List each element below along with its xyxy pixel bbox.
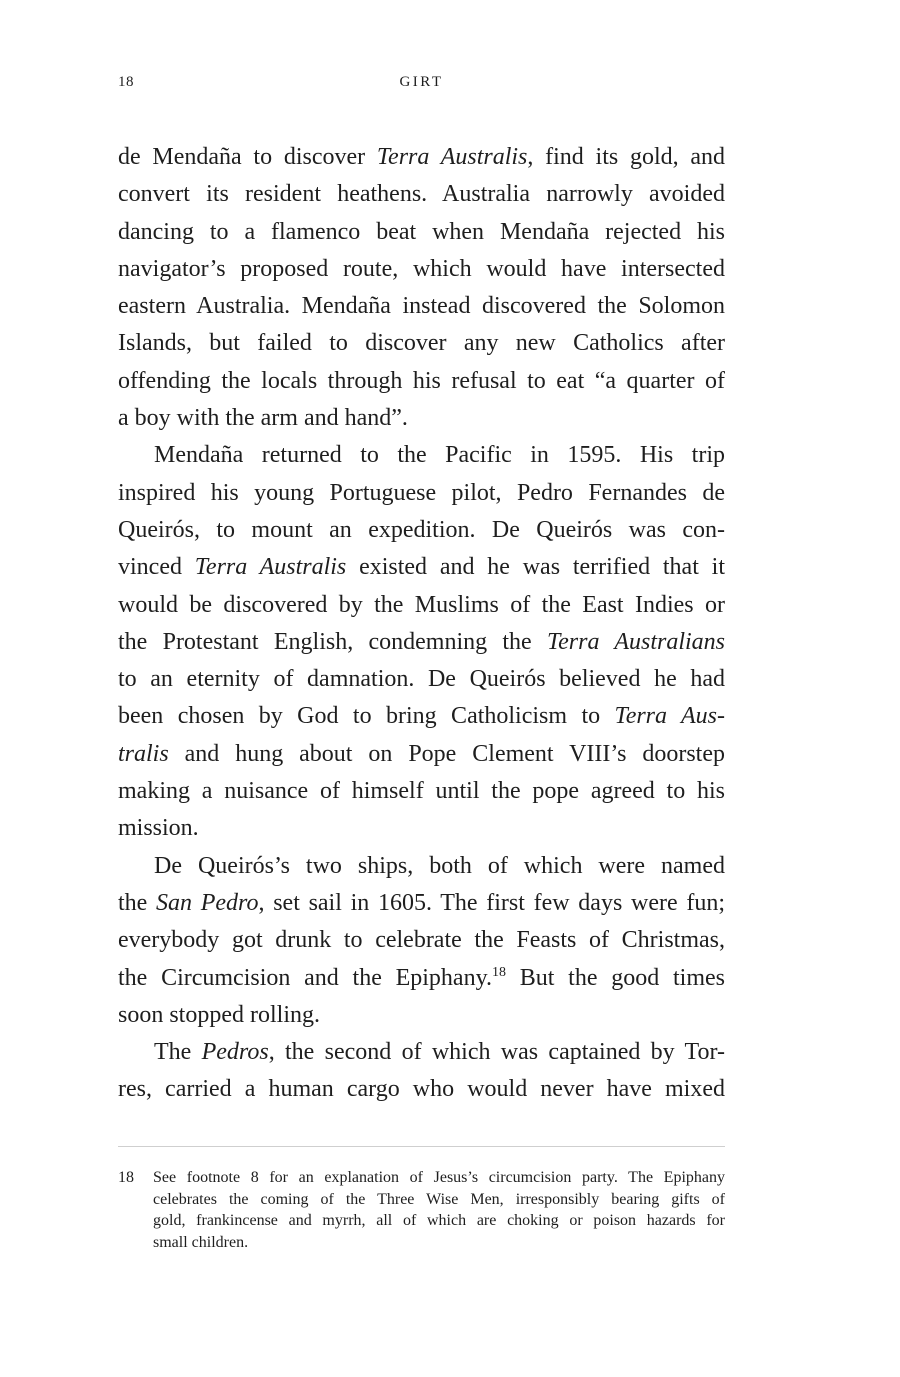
text-segment: existed and he was terrified that it (346, 554, 725, 581)
text-line (118, 624, 725, 661)
text-line (118, 848, 725, 885)
italic-text: Terra Australis (194, 554, 347, 581)
text-segment: the Circumcision and the Epiphany. (118, 964, 493, 991)
text-segment: to an eternity of damnation. De Queirós believed he had (118, 666, 725, 693)
footnote-line: gold, frankincense and myrrh, all of which are choking or poison hazards for (153, 1212, 725, 1229)
text-line (118, 773, 725, 810)
footnote-rule (118, 1146, 725, 1147)
footnote-number: 18 (118, 1169, 134, 1186)
text-line (118, 810, 725, 847)
text-line (118, 960, 725, 997)
text-line (118, 251, 725, 288)
italic-text: Terra Australis (376, 144, 528, 170)
text-line (118, 885, 725, 922)
text-segment: the Protestant English, condemning the (118, 628, 547, 655)
text-segment: res, carried a human cargo who would never have mixed (118, 1076, 725, 1103)
text-segment: Islands, but failed to discover any new Catholics after (118, 330, 725, 357)
text-line (118, 549, 725, 586)
text-segment: But the good times (506, 964, 725, 991)
text-segment: Mendaña returned to the Pacific in 1595. His trip (154, 442, 725, 469)
footnote-line: small children. (153, 1233, 249, 1251)
footnote-text (153, 1167, 725, 1253)
text-segment: De Queirós’s two ships, both of which were named (154, 852, 725, 879)
text-line (118, 1034, 725, 1071)
text-line (118, 437, 725, 474)
text-segment: a boy with the arm and hand”. (118, 405, 408, 432)
text-segment: soon stopped rolling. (118, 1001, 320, 1028)
italic-text: tralis (118, 740, 169, 767)
text-segment: Queirós, to mount an expedition. De Queirós was con- (118, 516, 725, 543)
text-line (118, 922, 725, 959)
text-line (118, 363, 725, 400)
text-line (118, 661, 725, 698)
text-line (118, 512, 725, 549)
text-line (118, 214, 725, 251)
text-segment: de Mendaña to discover (118, 144, 377, 170)
footnote-line: celebrates the coming of the Three Wise Men, irresponsibly bearing gifts of (153, 1190, 725, 1208)
text-line (118, 475, 725, 512)
text-line (118, 139, 725, 176)
italic-text: Terra Australians (547, 628, 726, 655)
text-line (118, 1071, 725, 1108)
text-line (118, 176, 725, 213)
text-segment: convert its resident heathens. Australia narrowly avoided (118, 181, 725, 208)
text-line (118, 400, 725, 437)
text-segment: , set sail in 1605. The first few days were fun; (258, 889, 725, 916)
text-segment: making a nuisance of himself until the pope agreed to his (118, 778, 725, 805)
text-line (118, 698, 725, 735)
text-segment: navigator’s proposed route, which would have intersected (118, 255, 725, 282)
text-segment: , find its gold, and (527, 144, 726, 170)
text-segment: the (118, 889, 157, 916)
body-text (118, 139, 725, 1109)
footnote-reference: 18 (492, 964, 507, 980)
text-segment: dancing to a flamenco beat when Mendaña rejected his (118, 218, 725, 245)
text-segment: been chosen by God to bring Catholicism to (118, 703, 615, 730)
text-segment: The (154, 1039, 202, 1066)
text-segment: eastern Australia. Mendaña instead discovered the Solomon (118, 293, 725, 320)
text-line (118, 587, 725, 624)
running-head (118, 74, 725, 98)
text-segment: inspired his young Portuguese pilot, Pedro Fernandes de (118, 479, 725, 506)
text-line (118, 325, 725, 362)
footnote-line: See footnote 8 for an explanation of Jesus’s circumcision party. The Epiphany (153, 1169, 725, 1186)
text-segment: everybody got drunk to celebrate the Feasts of Christmas, (118, 927, 725, 954)
text-segment: , the second of which was captained by Tor- (268, 1039, 725, 1066)
text-segment: would be discovered by the Muslims of the East Indies or (118, 591, 725, 618)
text-segment: mission. (118, 815, 199, 842)
text-line (118, 288, 725, 325)
italic-text: Pedros (201, 1039, 269, 1066)
page-number: 18 (118, 74, 134, 90)
text-segment: offending the locals through his refusal to eat “a quarter of (118, 367, 725, 394)
text-line (118, 997, 725, 1034)
italic-text: Terra Aus- (614, 703, 725, 730)
text-line (118, 736, 725, 773)
text-segment: vinced (118, 554, 195, 581)
text-segment: and hung about on Pope Clement VIII’s doorstep (168, 740, 725, 767)
running-title: GIRT (399, 74, 444, 90)
italic-text: San Pedro (156, 889, 259, 916)
